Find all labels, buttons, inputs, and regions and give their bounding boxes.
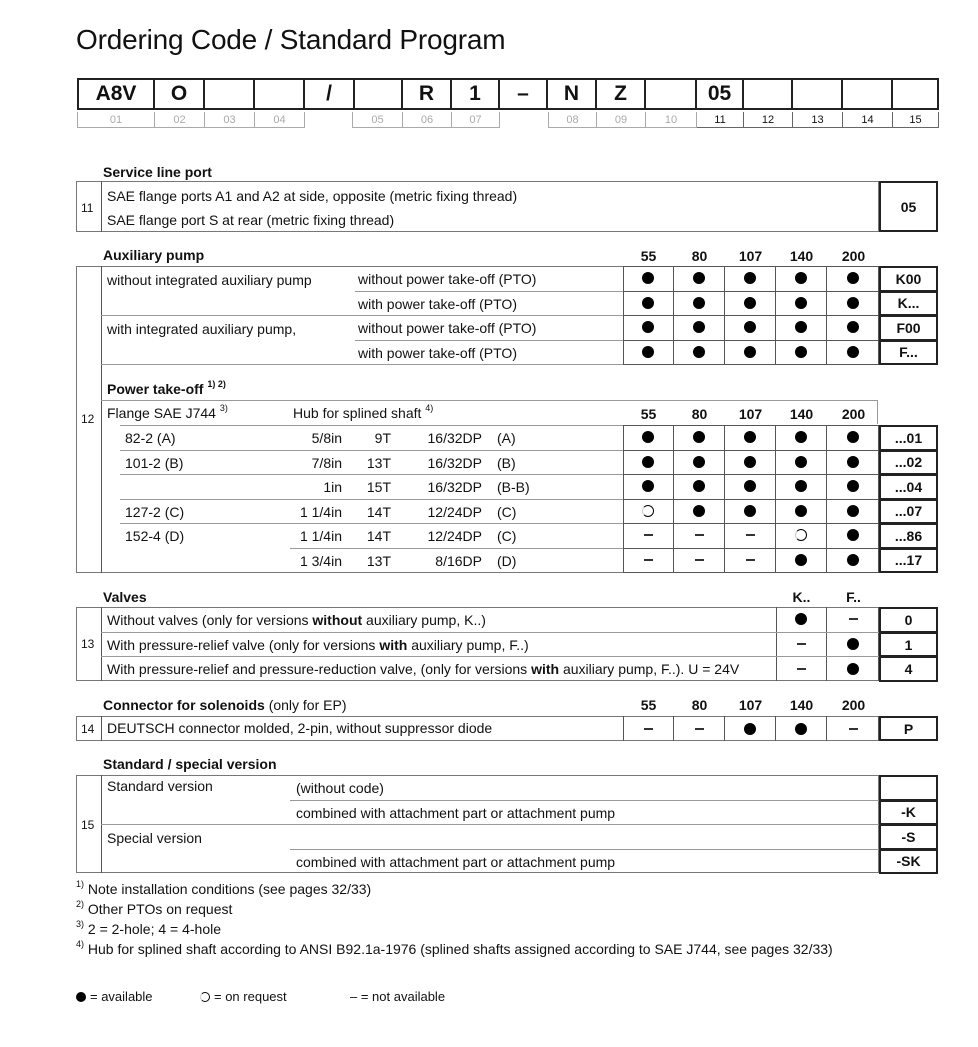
position-number-02: 02 [155,112,205,128]
availability-cell [674,266,725,291]
availability-cell [623,340,674,365]
availability-cell [828,716,879,741]
available-dot-icon [795,272,807,284]
pto-diameter: 7/8in [311,454,342,471]
available-dot-icon [693,272,705,284]
available-dot-icon [795,321,807,333]
code-box-4 [255,78,305,110]
aux-row-desc: without power take-off (PTO) [358,320,537,336]
availability-cell [674,340,725,365]
valve-row-desc: With pressure-relief valve (only for versions with auxiliary pump, F..) [107,636,529,653]
availability-cell [776,340,827,365]
pto-pitch: 12/24DP [427,528,482,544]
availability-cell [725,716,776,741]
valve-row-desc: Without valves (only for versions without auxiliary pump, K..) [107,612,486,628]
not-available-dash-icon [644,534,653,536]
position-number-11: 11 [697,112,744,128]
on-request-circle-icon [795,529,807,541]
availability-cell [776,291,827,316]
availability-cell [725,291,776,316]
availability-cell [623,716,674,741]
code-cell-version: -K [879,800,938,826]
available-dot-icon [847,346,859,358]
code-cell-valve: 1 [879,632,938,658]
availability-cell [623,425,674,450]
availability-cell [674,716,725,741]
available-dot-icon [744,346,756,358]
standard-version-label: Standard version [107,778,213,794]
pto-teeth: 15T [366,479,391,495]
code-cell-version [879,775,938,801]
available-dot-icon [795,456,807,468]
available-dot-icon [744,456,756,468]
on-request-circle-icon [642,505,654,517]
availability-cell [776,716,827,741]
available-dot-icon [744,297,756,309]
code-box-11: Z [597,78,646,110]
not-available-dash-icon [746,559,755,561]
available-dot-icon [847,505,859,517]
pto-diameter: 1 1/4in [299,503,342,520]
availability-cell [828,340,879,365]
pto-flange: 127-2 (C) [125,503,185,520]
aux-row-desc: with power take-off (PTO) [358,295,517,312]
size-header-80: 80 [691,406,708,422]
available-dot-icon [744,272,756,284]
position-number-06: 06 [403,112,452,128]
availability-cell [623,315,674,340]
position-number-08: 08 [548,112,597,128]
availability-cell [828,523,879,548]
available-dot-icon [642,297,654,309]
size-header-80: 80 [691,248,708,264]
code-box-13: 05 [697,78,744,110]
code-cell-K...: K... [879,291,938,317]
available-dot-icon [795,297,807,309]
code-cell-pto: ...17 [879,548,938,574]
position-number-03: 03 [205,112,255,128]
pto-class: (D) [497,552,517,569]
pto-pitch: 16/32DP [427,454,482,471]
available-dot-icon [847,321,859,333]
availability-cell [776,656,827,681]
version-row-desc: (without code) [296,780,384,796]
size-header-107: 107 [738,248,763,264]
available-dot-icon [744,480,756,492]
availability-cell [674,474,725,499]
available-dot-icon [795,505,807,517]
not-available-dash-icon [797,668,806,670]
filled-dot-icon [76,992,86,1002]
availability-cell [776,607,827,632]
legend-not-available: – = not available [350,989,446,1004]
available-dot-icon [795,723,807,735]
available-dot-icon [795,346,807,358]
available-dot-icon [847,663,859,675]
availability-cell [725,499,776,524]
available-dot-icon [795,613,807,625]
not-available-dash-icon [644,559,653,561]
code-box-16 [843,78,893,110]
code-cell-version: -S [879,824,938,850]
service-line-port-line-1: SAE flange ports A1 and A2 at side, opposite (metric fixing thread) [107,188,518,204]
section-title-valves: Valves [103,589,147,605]
open-circle-icon [200,992,210,1002]
availability-cell [776,632,827,657]
available-dot-icon [642,480,654,492]
version-row-desc: combined with attachment part or attachment pump [296,853,616,870]
pto-pitch: 16/32DP [427,430,482,446]
availability-cell [623,266,674,291]
available-dot-icon [847,638,859,650]
aux-row-desc: without power take-off (PTO) [358,271,537,287]
available-dot-icon [693,456,705,468]
not-available-dash-icon [849,728,858,730]
availability-cell [828,607,879,632]
code-cell-pto: ...04 [879,474,938,500]
code-box-6 [355,78,403,110]
availability-cell [776,315,827,340]
availability-cell [828,291,879,316]
not-available-dash-icon [695,534,704,536]
section-title-auxiliary-pump: Auxiliary pump [103,247,205,263]
not-available-dash-icon [644,728,653,730]
code-cell-K00: K00 [879,266,938,292]
section-title-service-line-port: Service line port [103,164,212,180]
pto-pitch: 16/32DP [427,479,482,495]
pto-flange: 152-4 (D) [125,528,185,544]
pto-diameter: 1in [323,479,342,495]
size-header-55: 55 [640,406,657,422]
availability-cell [828,315,879,340]
size-header-140: 140 [789,248,814,264]
code-box-7: R [403,78,452,110]
availability-cell [725,425,776,450]
availability-cell [725,315,776,340]
size-header-200: 200 [841,406,866,422]
code-cell-valve: 0 [879,607,938,633]
availability-cell [725,266,776,291]
code-box-1: A8V [77,78,155,110]
available-dot-icon [847,297,859,309]
available-dot-icon [744,505,756,517]
availability-cell [828,474,879,499]
code-box-3 [205,78,255,110]
pto-teeth: 14T [366,503,391,520]
code-cell-valve: 4 [879,656,938,682]
availability-cell [828,266,879,291]
availability-cell [674,291,725,316]
available-dot-icon [847,431,859,443]
availability-cell [776,425,827,450]
available-dot-icon [847,529,859,541]
section-title-pto: Power take-off $^{1) 2)}$ [107,379,226,397]
availability-cell [623,450,674,475]
code-cell-version: -SK [879,849,938,875]
pto-teeth: 13T [366,454,391,471]
position-number-07: 07 [452,112,500,128]
size-header-107: 107 [738,697,763,713]
availability-cell [623,548,674,573]
pto-teeth: 13T [366,552,391,569]
available-dot-icon [642,272,654,284]
availability-cell [725,340,776,365]
row-number: 12 [81,412,95,426]
code-box-2: O [155,78,205,110]
size-header-80: 80 [691,697,708,713]
available-dot-icon [847,554,859,566]
available-dot-icon [642,431,654,443]
not-available-dash-icon [797,643,806,645]
code-cell-pto: ...86 [879,523,938,549]
valves-header-k: K.. [792,589,811,605]
availability-cell [776,266,827,291]
availability-cell [725,523,776,548]
code-cell-pto: ...07 [879,499,938,525]
availability-cell [828,499,879,524]
version-row-desc: combined with attachment part or attachment pump [296,804,616,821]
position-number-04: 04 [255,112,305,128]
position-number-09: 09 [597,112,646,128]
code-box-14 [744,78,793,110]
available-dot-icon [744,321,756,333]
availability-cell [776,474,827,499]
pto-diameter: 1 1/4in [299,528,342,544]
pto-hub-header: Hub for splined shaft $^{4)}$ [293,403,434,421]
not-available-dash-icon [849,618,858,620]
pto-flange: 82-2 (A) [125,430,176,446]
available-dot-icon [795,554,807,566]
pto-pitch: 8/16DP [435,552,482,569]
aux-group-with: with integrated auxiliary pump, [107,321,297,337]
availability-cell [776,548,827,573]
footnote-4: $^{4)}$ Hub for splined shaft according to ANSI B92.1a-1976 (splined shafts assigned according to SAE J744, see pages 32/33) [76,939,833,957]
available-dot-icon [795,431,807,443]
valves-header-f: F.. [846,589,861,605]
code-box-10: N [548,78,597,110]
not-available-dash-icon [695,559,704,561]
pto-teeth: 14T [366,528,391,544]
available-dot-icon [693,505,705,517]
aux-row-desc: with power take-off (PTO) [358,344,517,361]
pto-diameter: 5/8in [311,430,342,446]
availability-cell [674,548,725,573]
available-dot-icon [744,431,756,443]
availability-cell [623,523,674,548]
position-number-14: 14 [843,112,893,128]
pto-diameter: 1 3/4in [299,552,342,569]
available-dot-icon [693,431,705,443]
size-header-107: 107 [738,406,763,422]
availability-cell [828,548,879,573]
availability-cell [828,632,879,657]
valve-row-desc: With pressure-relief and pressure-reduction valve, (only for versions with auxiliary pump, F..). U = 24V [107,661,740,678]
pto-teeth: 9T [374,430,391,446]
code-box-9: – [500,78,548,110]
position-number-05: 05 [352,112,403,128]
row-number: 15 [81,818,95,832]
size-header-55: 55 [640,248,657,264]
service-line-port-line-2: SAE flange port S at rear (metric fixing thread) [107,212,395,228]
position-number-15: 15 [893,112,939,128]
size-header-140: 140 [789,406,814,422]
availability-cell [776,450,827,475]
size-header-140: 140 [789,697,814,713]
row-number: 11 [81,201,94,215]
available-dot-icon [693,346,705,358]
availability-cell [674,425,725,450]
pto-class: (C) [497,528,517,544]
availability-cell [776,499,827,524]
available-dot-icon [847,480,859,492]
available-dot-icon [744,723,756,735]
row-number: 14 [81,722,95,736]
row-number: 13 [81,637,95,651]
page-title: Ordering Code / Standard Program [76,24,506,55]
code-box-5: / [305,78,355,110]
availability-cell [674,315,725,340]
code-box-12 [646,78,697,110]
pto-pitch: 12/24DP [427,503,482,520]
available-dot-icon [642,346,654,358]
position-number-10: 10 [646,112,697,128]
section-title-version: Standard / special version [103,756,277,772]
special-version-label: Special version [107,830,202,846]
code-cell-pto: ...01 [879,425,938,451]
position-number-01: 01 [77,112,155,128]
code-box-15 [793,78,843,110]
legend-on-request: = on request [200,989,287,1004]
pto-class: (B) [497,454,516,471]
size-header-200: 200 [841,697,866,713]
pto-class: (B-B) [497,479,530,495]
availability-cell [623,474,674,499]
availability-cell [674,499,725,524]
size-header-55: 55 [640,697,657,713]
code-box-8: 1 [452,78,500,110]
footnote-1: $^{1)}$ Note installation conditions (see pages 32/33) [76,879,372,897]
pto-flange-header: Flange SAE J744 $^{3)}$ [107,403,228,421]
code-box-17 [893,78,939,110]
legend-available: = available [76,989,153,1004]
availability-cell [828,450,879,475]
available-dot-icon [693,297,705,309]
availability-cell [623,291,674,316]
available-dot-icon [795,480,807,492]
code-cell-05: 05 [879,181,938,232]
size-header-200: 200 [841,248,866,264]
position-number-12: 12 [744,112,793,128]
available-dot-icon [642,456,654,468]
pto-class: (A) [497,430,516,446]
aux-group-without: without integrated auxiliary pump [107,272,312,288]
not-available-dash-icon [695,728,704,730]
pto-flange: 101-2 (B) [125,454,184,471]
connector-desc: DEUTSCH connector molded, 2-pin, without suppressor diode [107,720,493,736]
footnote-3: $^{3)}$ 2 = 2-hole; 4 = 4-hole [76,919,222,937]
code-cell-F00: F00 [879,315,938,341]
available-dot-icon [693,480,705,492]
available-dot-icon [693,321,705,333]
code-cell-pto: ...02 [879,450,938,476]
availability-cell [828,656,879,681]
availability-cell [725,548,776,573]
not-available-dash-icon [746,534,755,536]
available-dot-icon [642,321,654,333]
code-cell-P: P [879,716,938,741]
availability-cell [725,474,776,499]
availability-cell [776,523,827,548]
availability-cell [674,450,725,475]
footnote-2: $^{2)}$ Other PTOs on request [76,899,233,917]
code-cell-F...: F... [879,340,938,366]
pto-class: (C) [497,503,517,520]
position-number-13: 13 [793,112,843,128]
availability-cell [828,425,879,450]
availability-cell [725,450,776,475]
section-title-connector: Connector for solenoids (only for EP) [103,697,347,713]
available-dot-icon [847,456,859,468]
availability-cell [623,499,674,524]
available-dot-icon [847,272,859,284]
availability-cell [674,523,725,548]
